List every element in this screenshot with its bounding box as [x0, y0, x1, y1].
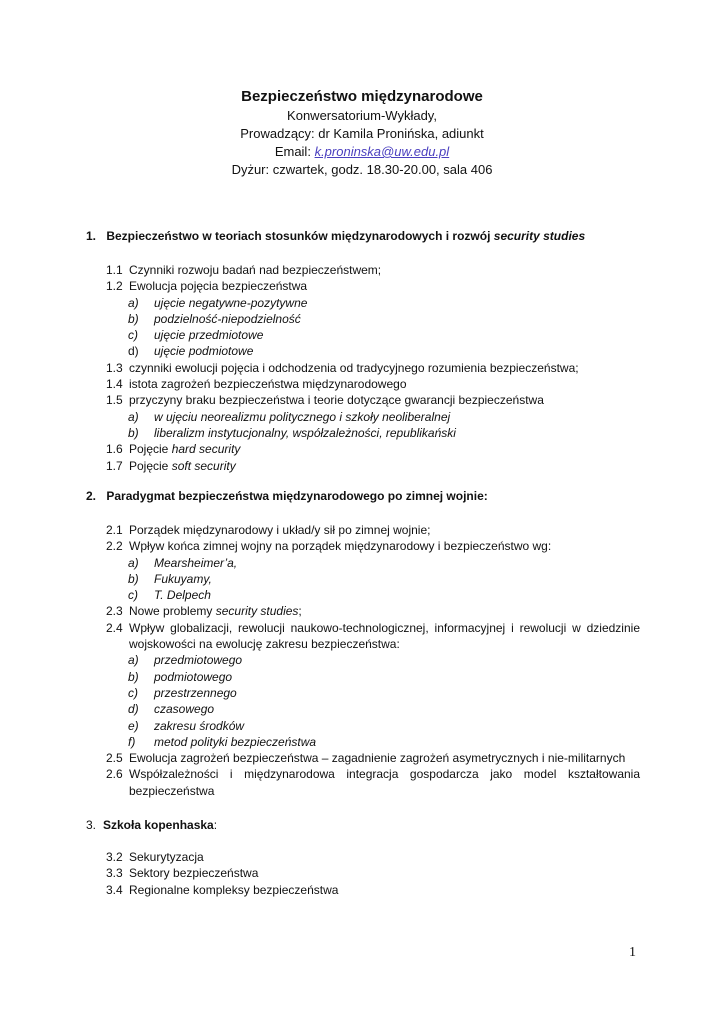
- email-label: Email:: [274, 144, 311, 159]
- list-item: 3.2 Sekurytyzacja: [106, 850, 204, 864]
- sub-item: a) w ujęciu neorealizmu politycznego i szkoły neoliberalnej: [128, 409, 451, 424]
- sub-item: b) podmiotowego: [128, 669, 233, 684]
- section-number: 3.: [86, 818, 97, 832]
- sub-item: c) przestrzennego: [128, 685, 237, 700]
- email-link[interactable]: k.proninska@uw.edu.pl: [314, 144, 450, 159]
- sub-item: a) ujęcie negatywne-pozytywne: [128, 295, 308, 310]
- list-item: 2.6 Współzależności i międzynarodowa integracja gospodarcza jako model kształtowania bezpieczeństwa: [106, 767, 640, 798]
- sub-item: a) przedmiotowego: [128, 653, 243, 668]
- sub-item: e) zakresu środków: [128, 718, 245, 733]
- list-item: 1.1 Czynniki rozwoju badań nad bezpieczeństwem;: [106, 263, 382, 277]
- section-number: 1.: [86, 229, 97, 243]
- sub-item: a) Mearsheimer’a,: [128, 555, 238, 570]
- section-number: 2.: [86, 489, 97, 503]
- list-item: 3.3 Sektory bezpieczeństwa: [106, 866, 259, 881]
- section-1-list: [106, 262, 640, 474]
- section-2-heading: [86, 488, 488, 504]
- section-2-list: [106, 522, 640, 799]
- course-type: Konwersatorium-Wykłady,: [287, 108, 437, 123]
- list-item: 1.6 Pojęcie hard security: [106, 442, 241, 457]
- list-item: 2.2 Wpływ końca zimnej wojny na porządek międzynarodowy i bezpieczeństwo wg:: [106, 539, 552, 554]
- document-title: Bezpieczeństwo międzynarodowe: [241, 88, 483, 105]
- list-item: 2.5 Ewolucja zagrożeń bezpieczeństwa – zagadnienie zagrożeń asymetrycznych i nie-militarnych: [106, 751, 626, 766]
- section-3-heading: 3. Szkoła kopenhaska:: [86, 818, 218, 832]
- lecturer: Prowadzący: dr Kamila Pronińska, adiunkt: [240, 126, 484, 141]
- section-title: Szkoła kopenhaska: [103, 818, 214, 832]
- sub-item: d) czasowego: [128, 702, 215, 717]
- list-item: 1.4 istota zagrożeń bezpieczeństwa międzynarodowego: [106, 377, 407, 392]
- section-title: Paradygmat bezpieczeństwa międzynarodowego po zimnej wojnie:: [106, 489, 488, 503]
- list-item: 1.5 przyczyny braku bezpieczeństwa i teorie dotyczące gwarancji bezpieczeństwa: [106, 393, 544, 408]
- section-3-list: [106, 849, 640, 898]
- list-item: 1.3 czynniki ewolucji pojęcia i odchodzenia od tradycyjnego rozumienia bezpieczeństwa;: [106, 360, 579, 375]
- list-item: 2.4 Wpływ globalizacji, rewolucji naukowo-technologicznej, informacyjnej i rewolucji w dziedzinie wojskowości na ewolucję zakresu bezpieczeństwa:: [106, 620, 640, 652]
- list-item: 1.2 Ewolucja pojęcia bezpieczeństwa: [106, 279, 308, 294]
- list-item: 2.3 Nowe problemy security studies;: [106, 604, 302, 619]
- sub-item: f) metod polityki bezpieczeństwa: [128, 734, 317, 749]
- office-hours: Dyżur: czwartek, godz. 18.30-20.00, sala 406: [231, 162, 493, 177]
- list-item: 2.1 Porządek międzynarodowy i układ/y sił po zimnej wojnie;: [106, 523, 431, 537]
- sub-item: c) ujęcie przedmiotowe: [128, 328, 264, 343]
- sub-item: d) ujęcie podmiotowe: [128, 344, 254, 359]
- sub-item: b) podzielność-niepodzielność: [128, 311, 301, 326]
- list-item: 1.7 Pojęcie soft security: [106, 458, 236, 473]
- document-header: [0, 87, 724, 179]
- section-title: Bezpieczeństwo w teoriach stosunków międzynarodowych i rozwój: [106, 229, 491, 243]
- list-item: 3.4 Regionalne kompleksy bezpieczeństwa: [106, 882, 339, 897]
- email-line: [0, 143, 724, 161]
- section-1-heading: [86, 228, 585, 244]
- sub-item: b) liberalizm instytucjonalny, współzależności, republikański: [128, 425, 456, 440]
- sub-item: b) Fukuyamy,: [128, 571, 212, 586]
- section-title-italic: security studies: [493, 229, 586, 243]
- sub-item: c) T. Delpech: [128, 588, 211, 603]
- page-number: 1: [629, 945, 636, 960]
